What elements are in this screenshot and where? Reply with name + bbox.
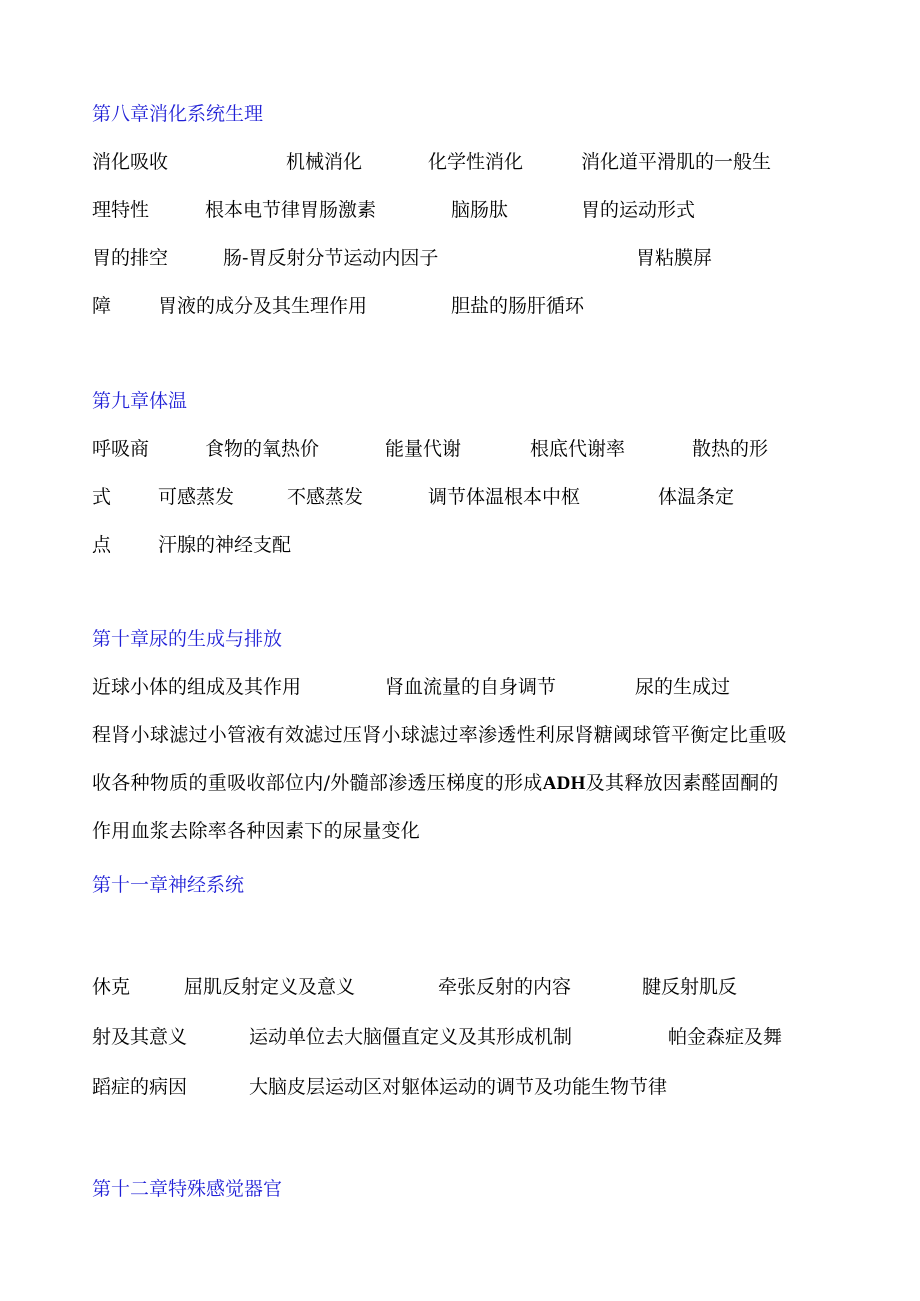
term: 大脑皮层运动区对躯体运动的调节及功能生物节律 [249,1076,668,1098]
term: 胃液的成分及其生理作用 [158,295,368,317]
term: 帕金森症及舞 [668,1026,783,1048]
term: 食物的氧热价 [205,438,320,460]
term: 消化道平滑肌的一般生 [581,151,772,173]
term: 肾血流量的自身调节 [385,676,557,698]
term: 牵张反射的内容 [438,976,572,998]
text-run: 收各种物质的重吸收部位内/外髓部渗透压梯度的形成 [92,772,543,794]
term: 根本电节律胃肠激素 [205,199,377,221]
adh-abbreviation: ADH [542,773,586,794]
paragraph-line [92,768,779,799]
paragraph-line: 作用血浆去除率各种因素下的尿量变化 [92,820,421,842]
term: 式 [92,486,112,508]
term: 化学性消化 [428,151,524,173]
chapter-11-heading: 第十一章神经系统 [92,874,245,896]
term: 蹈症的病因 [92,1076,188,1098]
term: 胆盐的肠肝循环 [451,295,585,317]
term: 近球小体的组成及其作用 [92,676,302,698]
chapter-12-heading: 第十二章特殊感觉器官 [92,1178,283,1200]
term: 不感蒸发 [287,486,364,508]
term: 休克 [92,976,131,998]
chapter-10-heading: 第十章尿的生成与排放 [92,628,283,650]
term: 散热的形 [692,438,769,460]
term: 调节体温根本中枢 [428,486,581,508]
term: 点 [92,534,112,556]
text-run: 及其释放因素醛固酮的 [585,772,779,794]
term: 屈肌反射定义及意义 [184,976,356,998]
term: 机械消化 [286,151,363,173]
chapter-9-heading: 第九章体温 [92,390,188,412]
term: 汗腺的神经支配 [158,534,292,556]
term: 肠-胃反射分节运动内因子 [223,247,439,269]
term: 运动单位去大脑僵直定义及其形成机制 [249,1026,573,1048]
term: 可感蒸发 [158,486,235,508]
term: 消化吸收 [92,151,169,173]
term: 理特性 [92,199,150,221]
term: 体温条定 [658,486,735,508]
term: 胃粘膜屏 [636,247,713,269]
term: 障 [92,295,112,317]
term: 脑肠肽 [451,199,509,221]
term: 射及其意义 [92,1026,188,1048]
term: 根底代谢率 [530,438,626,460]
term: 能量代谢 [385,438,462,460]
term: 胃的运动形式 [581,199,696,221]
paragraph-line: 程肾小球滤过小管液有效滤过压肾小球滤过率渗透性利尿肾糖阈球管平衡定比重吸 [92,724,787,746]
term: 呼吸商 [92,438,150,460]
term: 尿的生成过 [635,676,731,698]
term: 胃的排空 [92,247,169,269]
term: 腱反射肌反 [642,976,738,998]
chapter-8-heading: 第八章消化系统生理 [92,103,264,125]
